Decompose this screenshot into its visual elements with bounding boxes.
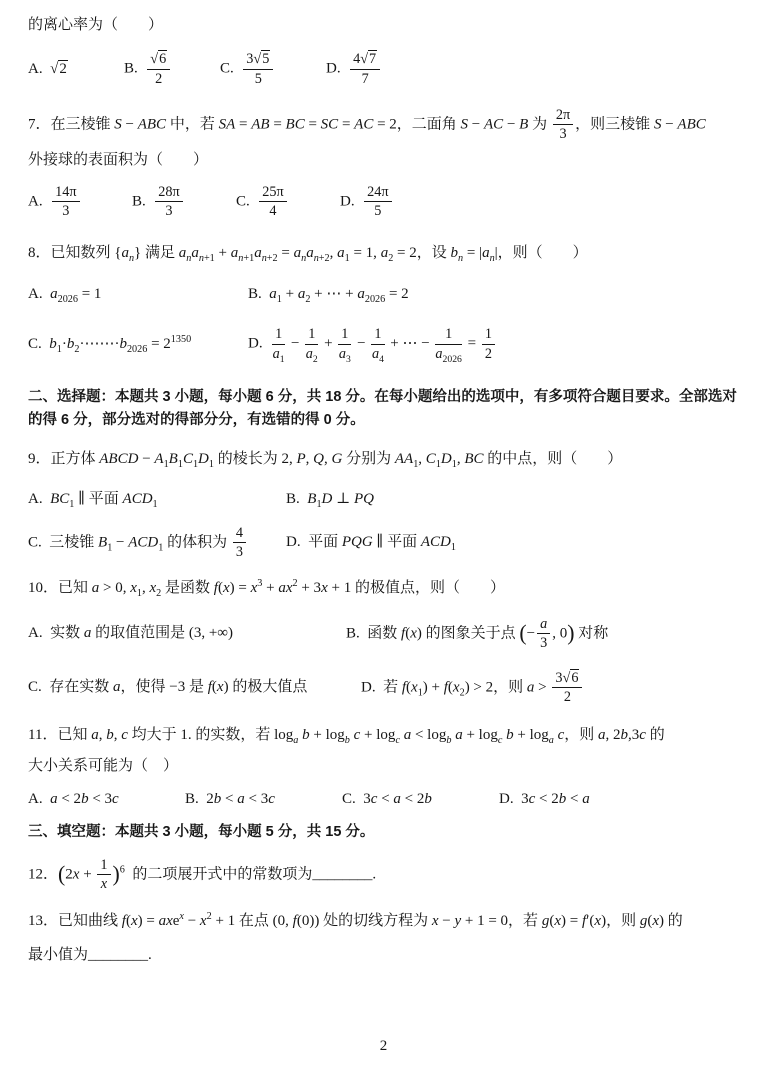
question-9-options-ab: A. $BC_1$ ∥ 平面 $ACD_1$ B. $B_1D$ ⊥ PQ [28,490,374,510]
question-13-stem-continued: 最小值为________. [28,946,152,963]
question-11-stem-continued: 大小关系可能为（ ） [28,757,179,774]
question-7-stem-continued: 外接球的表面积为（ ） [28,151,209,168]
question-6-options: A. √2 B. $\frac{√6}{2}$ C. $\frac{3√5}{5}$ D. $\frac{4√7}{7}$ [28,51,740,87]
question-11-options: A. a < 2b < 3c B. 2b < a < 3c C. 3c < a < 2b D. 3c < 2b < a [28,791,590,807]
question-8-stem: 8．已知数列 $\{a_n\}$ 满足 $a_na_{n+1} + a_{n+1}a_{n+2} = a_na_{n+2}$, $a_1 = 1$, $a_2 = 2$，设 $b_n = |a_n|$，则（ ） [28,244,588,264]
section-2-header: 二、选择题：本题共 3 小题，每小题 6 分，共 18 分。在每小题给出的选项中，有多项符合题目要求。全部选对的得 6 分，部分选对的得部分分，有选错的得 0 分。 [28,389,737,429]
question-7-options: A. $\frac{14\pi}{3}$ B. $\frac{28\pi}{3}$ C. $\frac{25\pi}{4}$ D. $\frac{24\pi}{5}$ [28,184,740,220]
question-8-options-cd: C. $b_1\cdot b_2\cdot\cdots\cdots\cdot b_{2026} = 2^{1350}$ D. $\frac{1}{a_1}$ − $\frac{1}{a_2}$ + $\frac{1}{a_3}$ − $\frac{1}{a_4}$ + ⋯ − $\frac{1}{a_{2026}}$ = $\frac{1}{2}$ [28,326,740,362]
section-3-header: 三、填空题：本题共 3 小题，每小题 5 分，共 15 分。 [28,824,375,841]
question-9-options-cd: C. 三棱锥 $B_1 - ACD_1$ 的体积为 $\frac{4}{3}$ D. 平面 PQG ∥ 平面 $ACD_1$ [28,525,456,561]
question-10-stem: 10．已知 a > 0, $x_1$, $x_2$ 是函数 $f(x) = x^3 + ax^2 + 3x + 1$ 的极值点，则（ ） [28,577,505,599]
question-11-stem: 11．已知 a, b, c 均大于 1. 的实数，若 $\log_a b + \log_b c + \log_c a < \log_b a + \log_c b + \log_a c$，则 a, 2b,3c 的 [28,726,665,746]
question-6-tail: 的离心率为（ ） [28,17,164,33]
question-9-stem: 9．正方体 ABCD − $A_1B_1C_1D_1$ 的棱长为 2, P, Q, G 分别为 $AA_1$, $C_1D_1$, BC 的中点，则（ ） [28,451,623,471]
question-7-stem: 7．在三棱锥 S − ABC 中，若 SA = AB = BC = SC = AC = 2，二面角 S − AC − B 为 $\frac{2\pi}{3}$ ，则三棱锥 S − ABC [28,107,706,143]
question-10-options-ab: A. 实数 a 的取值范围是 (3, +∞) B. 函数 f(x) 的图象关于点 (− $\frac{a}{3}$ , 0) 对称 [28,616,609,652]
question-13-stem: 13．已知曲线 $f(x) = axe^x - x^2 + 1$ 在点 (0, f(0)) 处的切线方程为 x − y + 1 = 0，若 g(x) = f′(x)，则 g(x) 的 [28,911,683,930]
question-8-options-ab: A. $a_{2026} = 1$ B. $a_1 + a_2$ + ⋯ + $a_{2026} = 2$ [28,286,409,305]
page-number: 2 [379,1038,388,1054]
question-10-options-cd: C. 存在实数 a，使得 −3 是 f(x) 的极大值点 D. 若 $f(x_1) + f(x_2) > 2$，则 a > $\frac{3√6}{2}$ [28,670,740,706]
question-12-stem: 12．(2x + $\frac{1}{x}$ )$^6$ 的二项展开式中的常数项为________. [28,856,377,892]
